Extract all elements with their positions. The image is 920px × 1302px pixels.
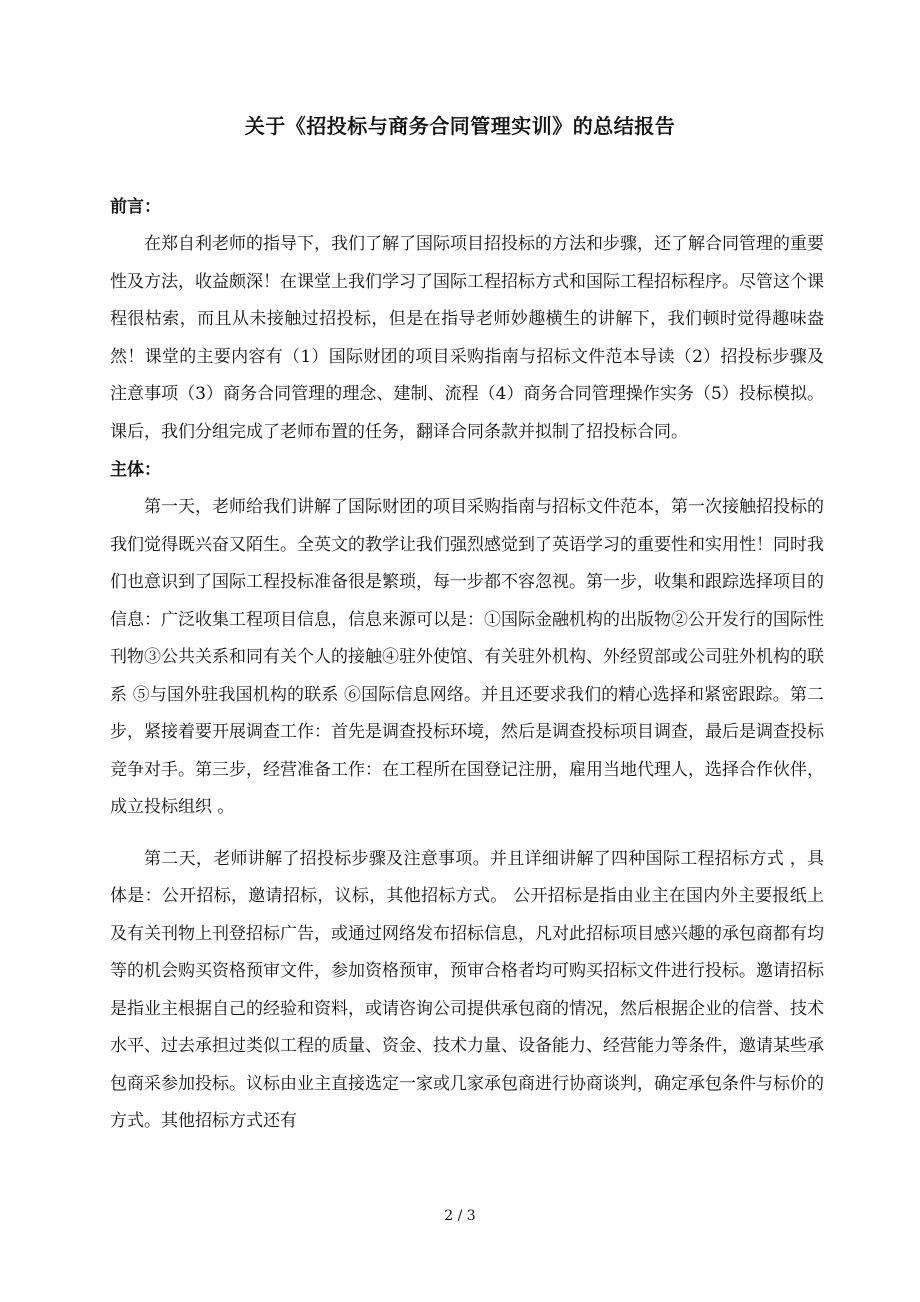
page-number: 2 / 3 — [444, 1208, 476, 1224]
document-body — [110, 188, 824, 1141]
paragraph-day-one: 第一天，老师给我们讲解了国际财团的项目采购指南与招标文件范本，第一次接触招投标的我们觉得既兴奋又陌生。全英文的教学让我们强烈感觉到了英语学习的重要性和实用性！同时我们也意识到了国际工程投标准备很是繁琐，每一步都不容忽视。第一步，收集和跟踪选择项目的信息：广泛收集工程项目信息，信息来源可以是：①国际金融机构的出版物②公开发行的国际性刊物③公共关系和同有关个人的接触④驻外使馆、有关驻外机构、外经贸部或公司驻外机构的联系 ⑤与国外驻我国机构的联系 ⑥国际信息网络。并且还要求我们的精心选择和紧密跟踪。第二步，紧接着要开展调查工作：首先是调查投标环境，然后是调查投标项目调查，最后是调查投标竞争对手。第三步，经营准备工作：在工程所在国登记注册，雇用当地代理人，选择合作伙伴，成立投标组织 。 — [110, 497, 824, 817]
paragraph-preface: 在郑自利老师的指导下，我们了解了国际项目招投标的方法和步骤，还了解合同管理的重要性及方法，收益颇深！在课堂上我们学习了国际工程招标方式和国际工程招标程序。尽管这个课程很枯索，而且从未接触过招投标，但是在指导老师妙趣横生的讲解下，我们顿时觉得趣味盎然！课堂的主要内容有（1）国际财团的项目采购指南与招标文件范本导读（2）招投标步骤及注意事项（3）商务合同管理的理念、建制、流程（4）商务合同管理操作实务（5）投标模拟。课后，我们分组完成了老师布置的任务，翻译合同条款并拟制了招投标合同。 — [110, 234, 824, 442]
document-title: 关于《招投标与商务合同管理实训》的总结报告 — [244, 114, 676, 138]
paragraph-day-two: 第二天，老师讲解了招投标步骤及注意事项。并且详细讲解了四种国际工程招标方式 ，具体是：公开招标，邀请招标，议标，其他招标方式。 公开招标是指由业主在国内外主要报纸上及有关刊物上刊登招标广告，或通过网络发布招标信息，凡对此招标项目感兴趣的承包商都有均等的机会购买资格预审文件，参加资格预审，预审合格者均可购买招标文件进行投标。邀请招标是指业主根据自己的经验和资料，或请咨询公司提供承包商的情况，然后根据企业的信誉、技术水平、过去承担过类似工程的质量、资金、技术力量、设备能力、经营能力等条件，邀请某些承包商采参加投标。议标由业主直接选定一家或几家承包商进行协商谈判，确定承包条件与标价的方式。其他招标方式还有 — [110, 848, 824, 1131]
section-heading-preface: 前言： — [110, 197, 161, 217]
section-heading-main: 主体： — [110, 460, 161, 480]
